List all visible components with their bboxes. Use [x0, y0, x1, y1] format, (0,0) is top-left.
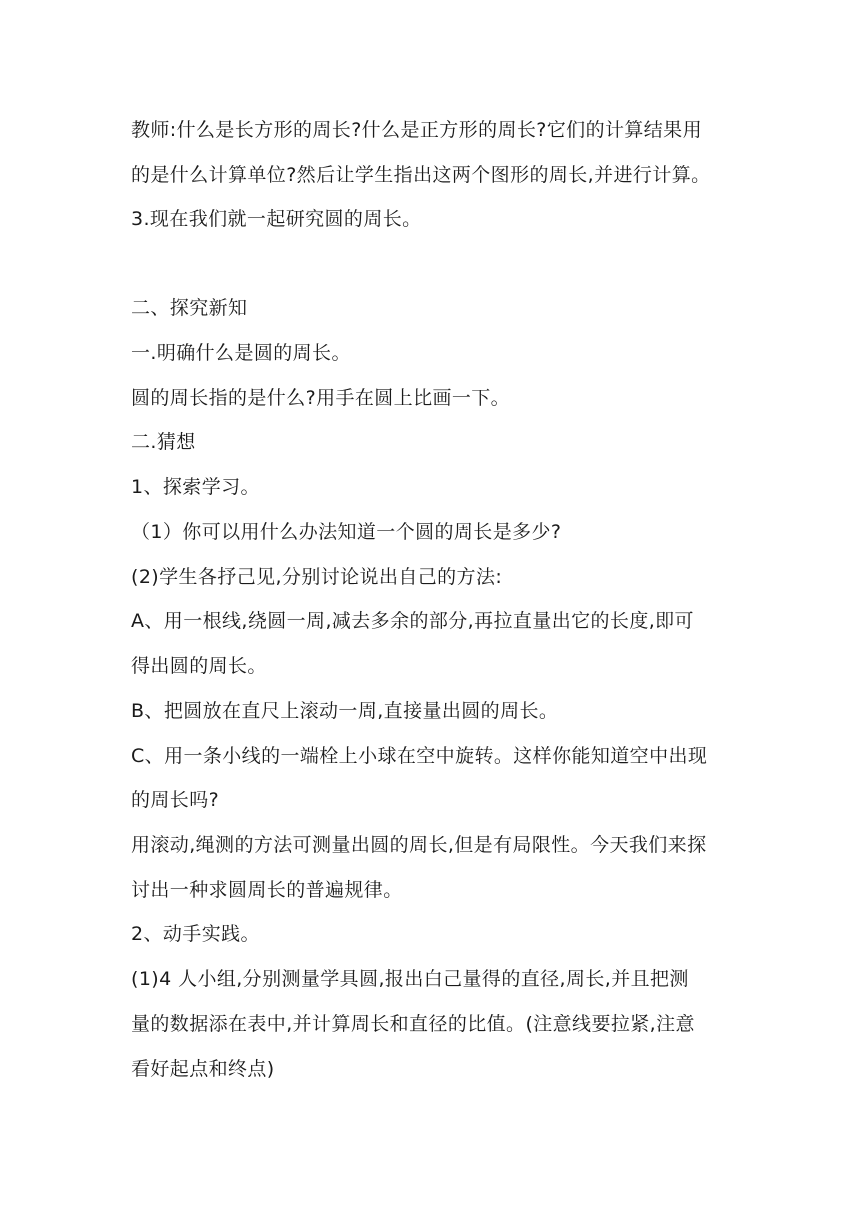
question-1: （1）你可以用什么办法知道一个圆的周长是多少? — [131, 521, 562, 543]
summary-line-1: 用滚动,绳测的方法可测量出圆的周长,但是有局限性。今天我们来探 — [131, 834, 707, 856]
step-heading-practice: 2、动手实践。 — [131, 923, 260, 945]
method-b: B、把圆放在直尺上滚动一周,直接量出圆的周长。 — [131, 700, 559, 722]
intro-paragraph-line-2: 的是什么计算单位?然后让学生指出这两个图形的周长,并进行计算。 — [131, 164, 711, 186]
practice-line-3: 看好起点和终点) — [131, 1058, 275, 1080]
intro-paragraph-line-1: 教师:什么是长方形的周长?什么是正方形的周长?它们的计算结果用 — [131, 119, 702, 141]
subsection-heading-1: 一.明确什么是圆的周长。 — [131, 342, 351, 364]
question-2: (2)学生各抒己见,分别讨论说出自己的方法: — [131, 566, 503, 588]
practice-line-1: (1)4 人小组,分别测量学具圆,报出白己量得的直径,周长,并且把测 — [131, 968, 689, 990]
step-heading-explore: 1、探索学习。 — [131, 476, 260, 498]
method-c-line-1: C、用一条小线的一端栓上小球在空中旋转。这样你能知道空中出现 — [131, 745, 708, 767]
method-a-line-1: A、用一根线,绕圆一周,减去多余的部分,再拉直量出它的长度,即可 — [131, 610, 694, 632]
method-a-line-2: 得出圆的周长。 — [131, 655, 267, 677]
subsection-heading-2: 二.猜想 — [131, 431, 196, 453]
intro-step-3: 3.现在我们就一起研究圆的周长。 — [131, 208, 422, 230]
method-c-line-2: 的周长吗? — [131, 789, 220, 811]
summary-line-2: 讨出一种求圆周长的普遍规律。 — [131, 879, 403, 901]
practice-line-2: 量的数据添在表中,并计算周长和直径的比值。(注意线要拉紧,注意 — [131, 1013, 695, 1035]
section-heading-explore: 二、探究新知 — [131, 297, 248, 319]
paragraph-circle-perimeter: 圆的周长指的是什么?用手在圆上比画一下。 — [131, 387, 511, 409]
